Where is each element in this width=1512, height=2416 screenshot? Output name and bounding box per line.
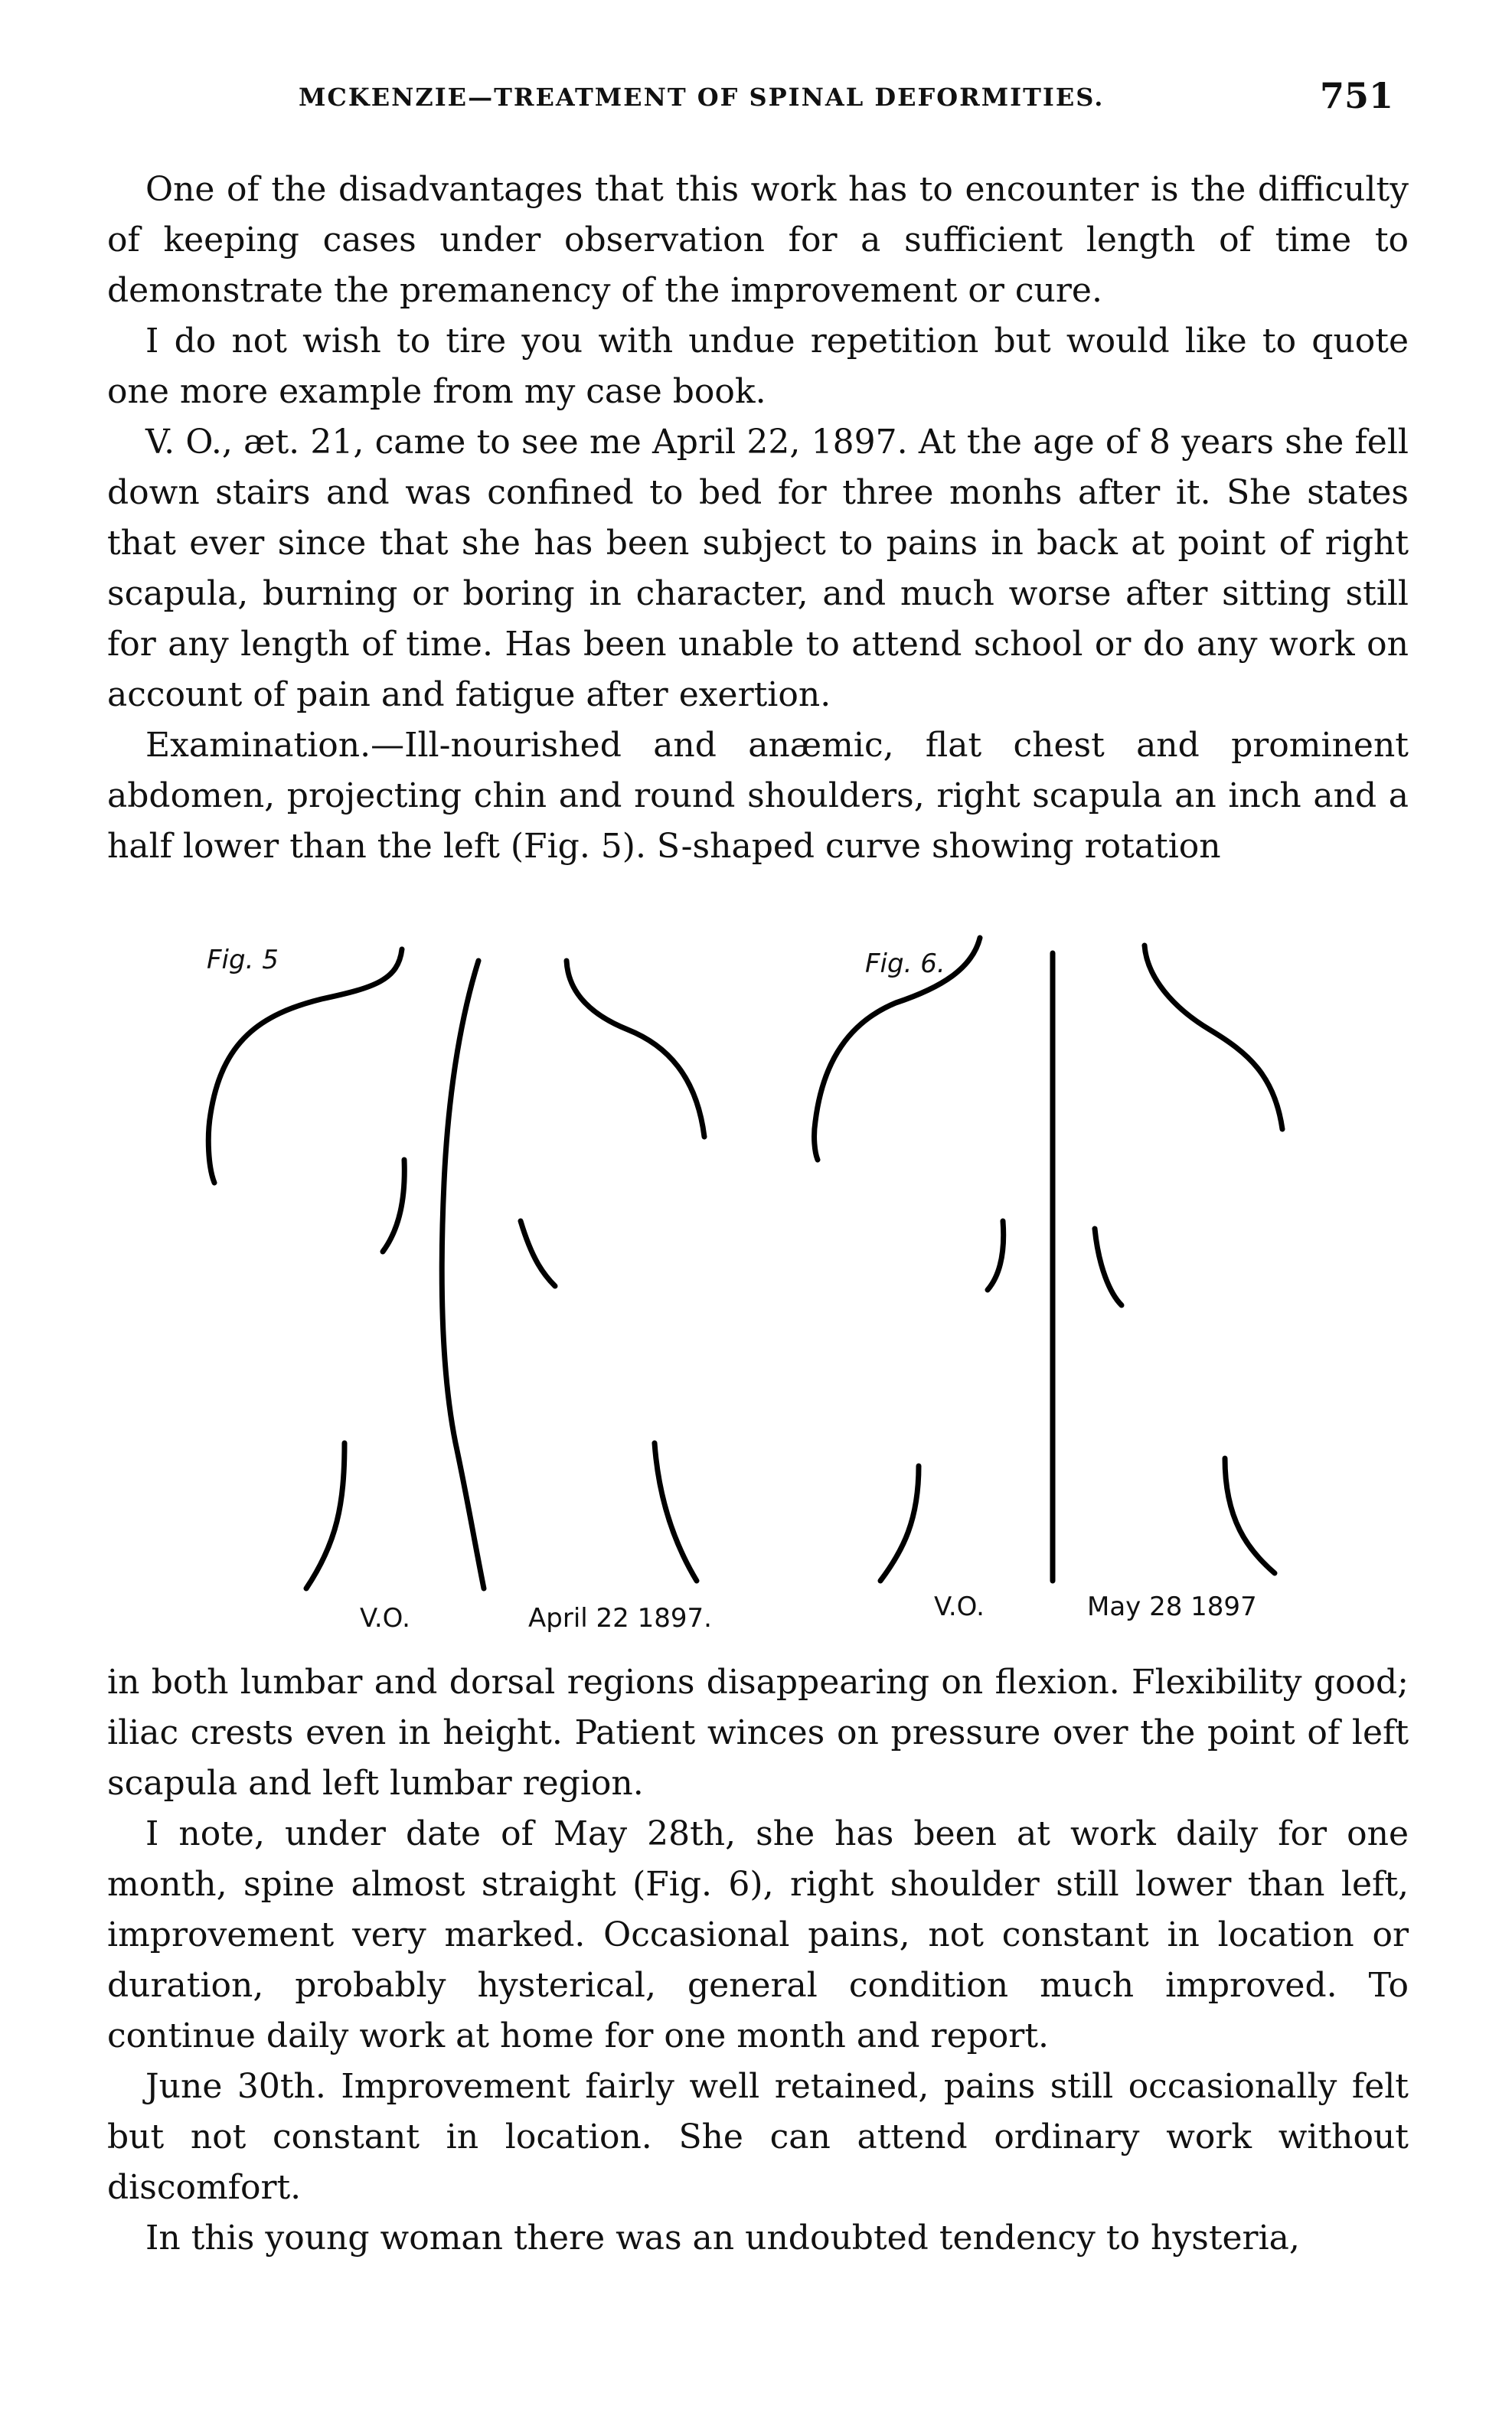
paragraph-case-history: V. O., æt. 21, came to see me April 22, 1897. At the age of 8 years she fell down stairs and was confined to bed for three monhs after it. She states that ever since that she has been subject to pains in back at point of right scapula, burning or boring in character, and much worse after sitting still for any length of time. Has been unable to attend school or do any work on account of pain and fatigue after exertion. [107,423,1409,714]
fig-6-left-scapula-line [988,1221,1004,1290]
page-number: 751 [1319,75,1393,116]
paragraph-examination: Examination.—Ill-nourished and anæmic, flat chest and prominent abdomen, projecting chin and round shoulders, right scapula an inch and a half lower than the left (Fig. 5). S-shaped curve showing rotation [107,726,1409,866]
fig-6-right-scapula-line [1095,1229,1122,1305]
fig-6-label: Fig. 6. [865,948,945,979]
paragraph-quote-example: I do not wish to tire you with undue repetition but would like to quote one more example from my case book. [107,322,1409,411]
fig-6-right-hip-line [1225,1458,1275,1573]
paragraph-examination-continued: in both lumbar and dorsal regions disappearing on flexion. Flexibility good; iliac crests even in height. Patient winces on pressure over the point of left scapula and left lumbar region. [107,1663,1409,1803]
fig-5-spine-line [442,961,484,1588]
running-title: MCKENZIE—TREATMENT OF SPINAL DEFORMITIES. [299,83,1105,112]
fig-5-label: Fig. 5 [207,945,279,975]
fig-6-left-hip-line [880,1466,919,1581]
fig-6-initials: V.O. [934,1592,985,1622]
fig-5-right-shoulder-line [567,961,704,1137]
fig-5-left-shoulder-line [208,949,402,1183]
fig-5-drawing [207,945,712,1634]
fig-5-initials: V.O. [360,1603,410,1634]
fig-5-date: April 22 1897. [528,1603,712,1634]
fig-6-drawing [815,938,1282,1622]
fig-6-date: May 28 1897 [1087,1592,1257,1622]
paragraph-may-28: I note, under date of May 28th, she has been at work daily for one month, spine almost straight (Fig. 6), right shoulder still lower than left, improvement very marked. Occasional pains, not constant in location or duration, probably hysterical, general condition much improved. To continue daily work at home for one month and report. [107,1814,1409,2055]
fig-5-right-scapula-line [521,1221,555,1286]
fig-5-right-hip-line [655,1443,697,1581]
page-header [100,75,1409,121]
fig-6-right-shoulder-line [1145,945,1282,1129]
paragraph-disadvantages: One of the disadvantages that this work has to encounter is the difficulty of keeping cases under observation for a sufficient length of time to demonstrate the premanency of the improvement or cure. [107,170,1409,310]
back-outline-drawings [92,907,1424,1634]
fig-5-left-scapula-line [383,1160,404,1252]
paragraph-hysteria: In this young woman there was an undoubted tendency to hysteria, [145,2218,1300,2258]
fig-5-left-hip-line [306,1443,345,1588]
paragraph-june-30: June 30th. Improvement fairly well retained, pains still occasionally felt but not constant in location. She can attend ordinary work without discomfort. [107,2067,1409,2207]
figures-5-and-6 [92,907,1424,1634]
